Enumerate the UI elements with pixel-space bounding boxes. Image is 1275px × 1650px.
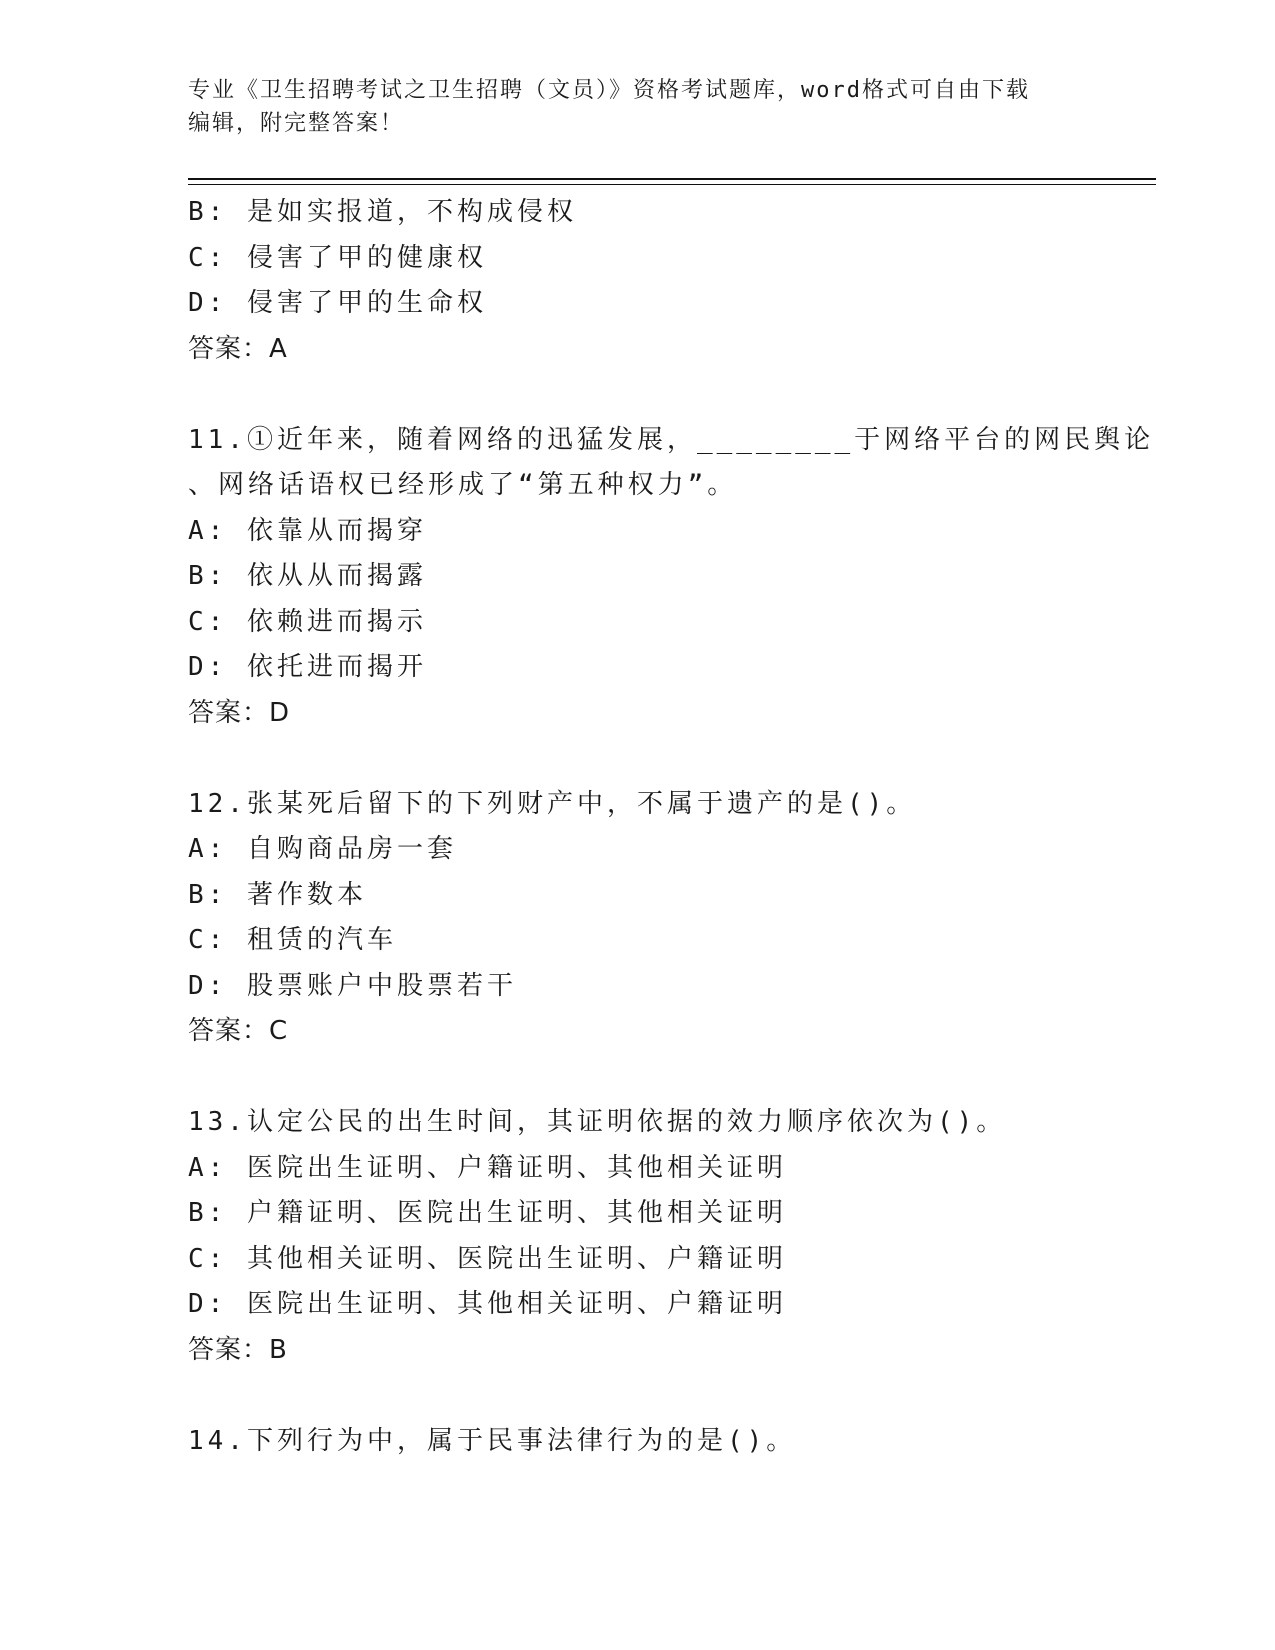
document-header [188, 74, 1088, 140]
question-spacer [188, 1373, 1088, 1419]
option-d: D: 依托进而揭开 [188, 652, 427, 682]
header-divider-thin [188, 184, 1156, 185]
option-a: A: 依靠从而揭穿 [188, 515, 427, 546]
option-b: B: 著作数本 [188, 879, 367, 910]
option-c: C: 侵害了甲的健康权 [188, 242, 487, 273]
option-b: B: 依从从而揭露 [188, 561, 427, 591]
question-14 [188, 1419, 1088, 1465]
question-spacer [188, 372, 1088, 418]
question-11 [188, 418, 1155, 737]
question-list [188, 190, 1155, 1464]
option-c: C: 依赖进而揭示 [188, 606, 427, 637]
option-d: D: 医院出生证明、其他相关证明、户籍证明 [188, 1289, 787, 1319]
question-12 [188, 782, 1088, 1055]
answer-label: 答案：A [188, 333, 288, 364]
answer-label: 答案：C [188, 1016, 289, 1046]
option-a: A: 自购商品房一套 [188, 834, 457, 864]
answer-label: 答案：B [188, 1334, 288, 1365]
question-stem: 14.下列行为中，属于民事法律行为的是()。 [188, 1425, 797, 1456]
question-spacer [188, 736, 1088, 782]
question-spacer [188, 1055, 1088, 1101]
question-stem: 12.张某死后留下的下列财产中，不属于遗产的是()。 [188, 788, 917, 819]
question-stem-continued: 、网络话语权已经形成了“第五种权力”。 [188, 470, 738, 500]
header-title-line: 专业《卫生招聘考试之卫生招聘（文员）》资格考试题库，word格式可自由下载 [188, 78, 1030, 103]
question-13 [188, 1100, 1088, 1373]
option-b: B: 是如实报道，不构成侵权 [188, 197, 577, 227]
question-10-continuation [188, 190, 1088, 372]
question-stem: 13.认定公民的出生时间，其证明依据的效力顺序依次为()。 [188, 1107, 1007, 1137]
header-divider-thick [188, 178, 1156, 180]
option-d: D: 股票账户中股票若干 [188, 970, 517, 1001]
option-a: A: 医院出生证明、户籍证明、其他相关证明 [188, 1152, 787, 1183]
option-d: D: 侵害了甲的生命权 [188, 288, 487, 318]
header-subtitle-line: 编辑，附完整答案！ [188, 111, 405, 136]
option-c: C: 其他相关证明、医院出生证明、户籍证明 [188, 1243, 787, 1274]
question-stem: 11.①近年来，随着网络的迅猛发展，________于网络平台的网民舆论 [188, 424, 1155, 455]
option-c: C: 租赁的汽车 [188, 925, 397, 955]
answer-label: 答案：D [188, 697, 291, 728]
option-b: B: 户籍证明、医院出生证明、其他相关证明 [188, 1198, 787, 1228]
